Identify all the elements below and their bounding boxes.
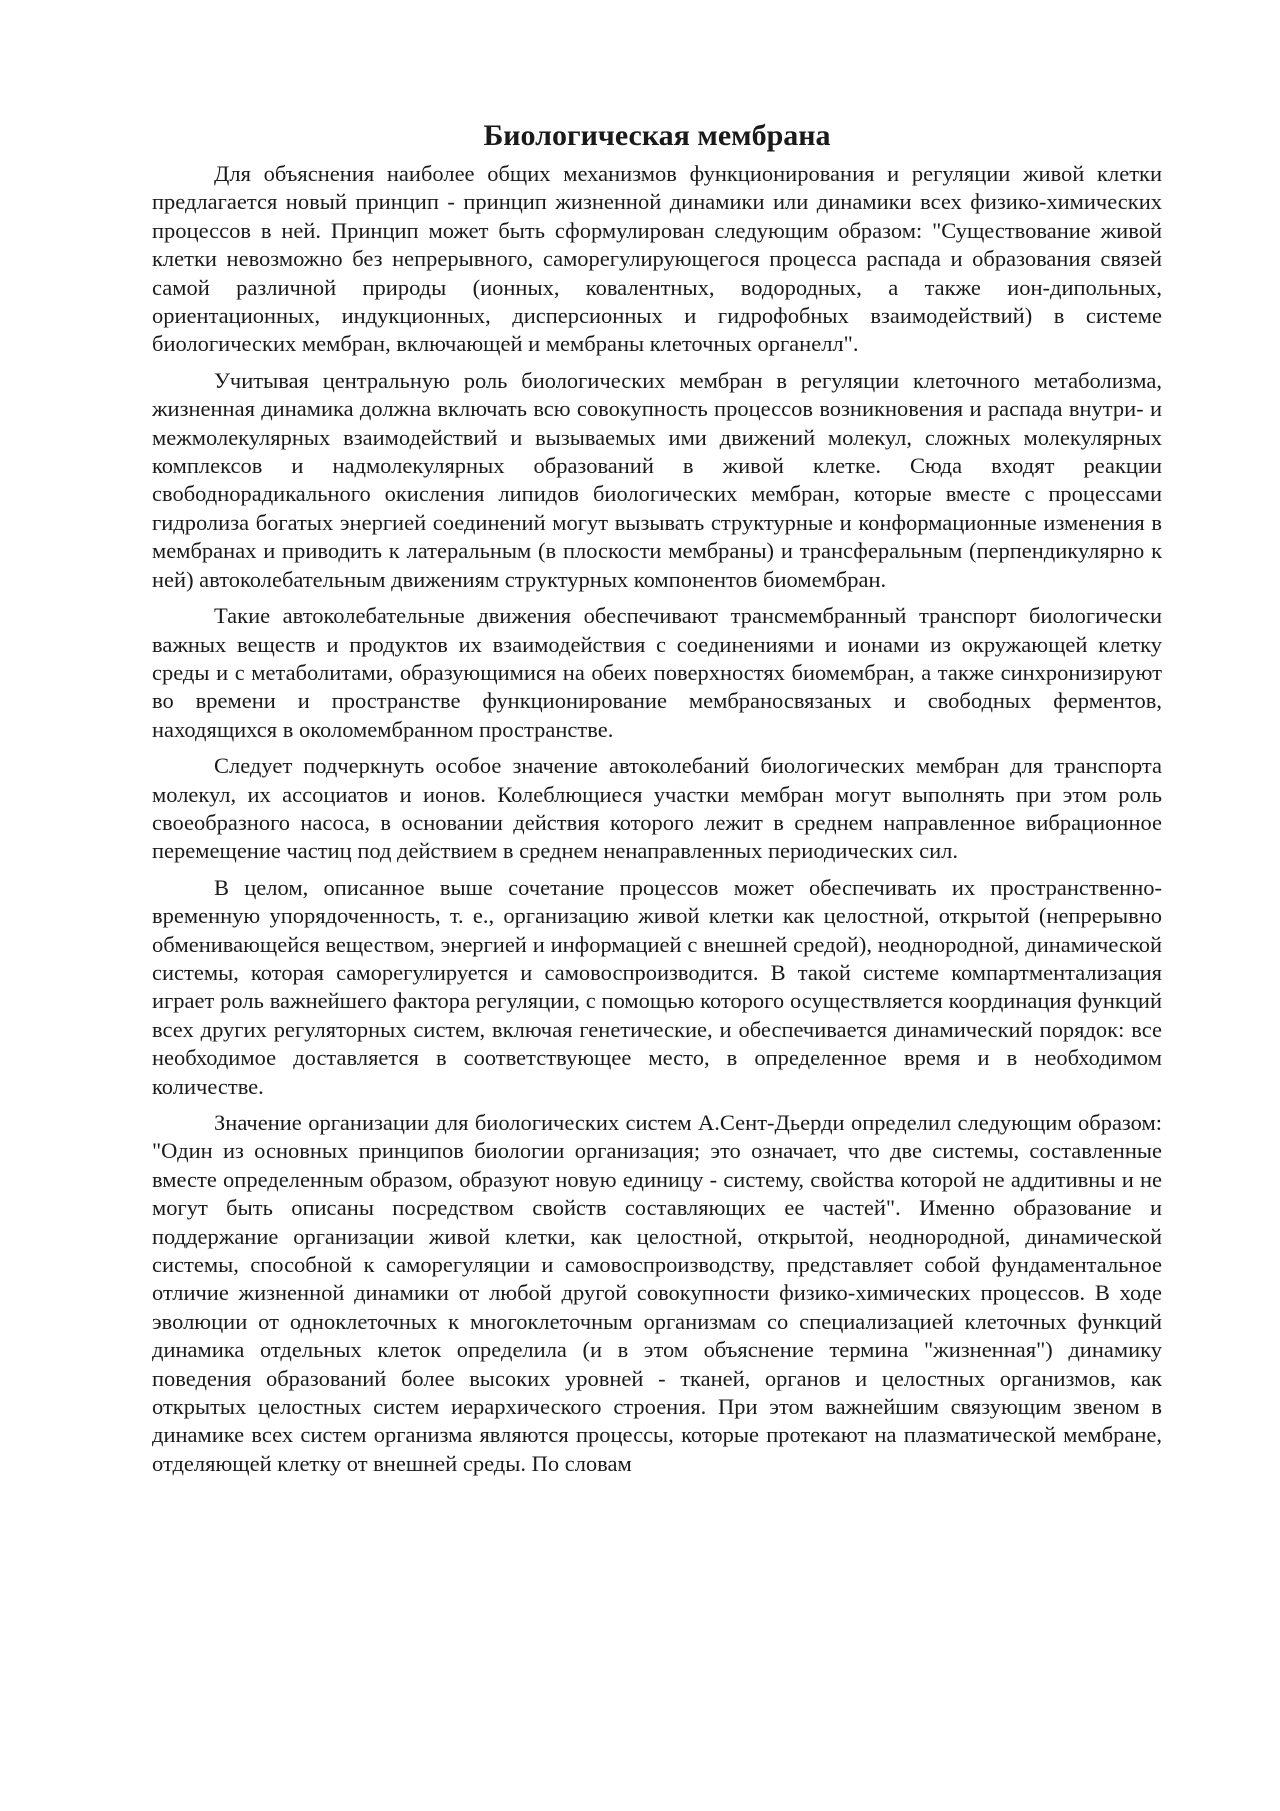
paragraph-5: В целом, описанное выше сочетание процессов может обеспечивать их пространственно-временную упорядоченность, т. е., организацию живой клетки как целостной, открытой (непрерывно обменивающейся веществом, энергией и информацией с внешней средой), неоднородной, динамической системы, которая саморегулируется и самовоспроизводится. В такой системе компартментализация играет роль важнейшего фактора регуляции, с помощью которого осуществляется координация функций всех других регуляторных систем, включая генетические, и обеспечивается динамический порядок: все необходимое доставляется в соответствующее место, в определенное время и в необходимом количестве. xyxy=(152,874,1162,1099)
document-title: Биологическая мембрана xyxy=(483,119,831,152)
paragraph-1: Для объяснения наиболее общих механизмов функционирования и регуляции живой клетки предлагается новый принцип - принцип жизненной динамики или динамики всех физико-химических процессов в ней. Принцип может быть сформулирован следующим образом: "Существование живой клетки невозможно без непрерывного, саморегулирующегося процесса распада и образования связей самой различной природы (ионных, ковалентных, водородных, а также ион-дипольных, ориентационных, индукционных, дисперсионных и гидрофобных взаимодействий) в системе биологических мембран, включающей и мембраны клеточных органелл". xyxy=(152,161,1162,357)
document-body xyxy=(152,118,1162,1486)
paragraph-2: Учитывая центральную роль биологических мембран в регуляции клеточного метаболизма, жизненная динамика должна включать всю совокупность процессов возникновения и распада внутри- и межмолекулярных взаимодействий и вызываемых ими движений молекул, сложных молекулярных комплексов и надмолекулярных образований в живой клетке. Сюда входят реакции свободнорадикального окисления липидов биологических мембран, которые вместе с процессами гидролиза богатых энергией соединений могут вызывать структурные и конформационные изменения в мембранах и приводить к латеральным (в плоскости мембраны) и трансферальным (перпендикулярно к ней) автоколебательным движениям структурных компонентов биомембран. xyxy=(152,367,1162,592)
paragraph-4: Следует подчеркнуть особое значение автоколебаний биологических мембран для транспорта молекул, их ассоциатов и ионов. Колеблющиеся участки мембран могут выполнять при этом роль своеобразного насоса, в основании действия которого лежит в среднем направленное вибрационное перемещение частиц под действием в среднем ненаправленных периодических сил. xyxy=(152,753,1162,864)
paragraph-6: Значение организации для биологических систем А.Сент-Дьерди определил следующим образом: "Один из основных принципов биологии организация; это означает, что две системы, составленные вместе определенным образом, образуют новую единицу - систему, свойства которой не аддитивны и не могут быть описаны посредством свойств составляющих ее частей". Именно образование и поддержание организации живой клетки, как целостной, открытой, неоднородной, динамической системы, способной к саморегуляции и самовоспроизводству, представляет собой фундаментальное отличие жизненной динамики от любой другой совокупности физико-химических процессов. В ходе эволюции от одноклеточных к многоклеточным организмам со специализацией клеточных функций динамика отдельных клеток определила (и в этом объяснение термина "жизненная") динамику поведения образований более высоких уровней - тканей, органов и целостных организмов, как открытых целостных систем иерархического строения. При этом важнейшим связующим звеном в динамике всех систем организма являются процессы, которые протекают на плазматической мембране, отделяющей клетку от внешней среды. По словам xyxy=(152,1110,1162,1476)
paragraph-3: Такие автоколебательные движения обеспечивают трансмембранный транспорт биологически важных веществ и продуктов их взаимодействия с соединениями и ионами из окружающей клетку среды и с метаболитами, образующимися на обеих поверхностях биомембран, а также синхронизируют во времени и пространстве функционирование мембраносвязаных и свободных ферментов, находящихся в околомембранном пространстве. xyxy=(152,603,1162,742)
